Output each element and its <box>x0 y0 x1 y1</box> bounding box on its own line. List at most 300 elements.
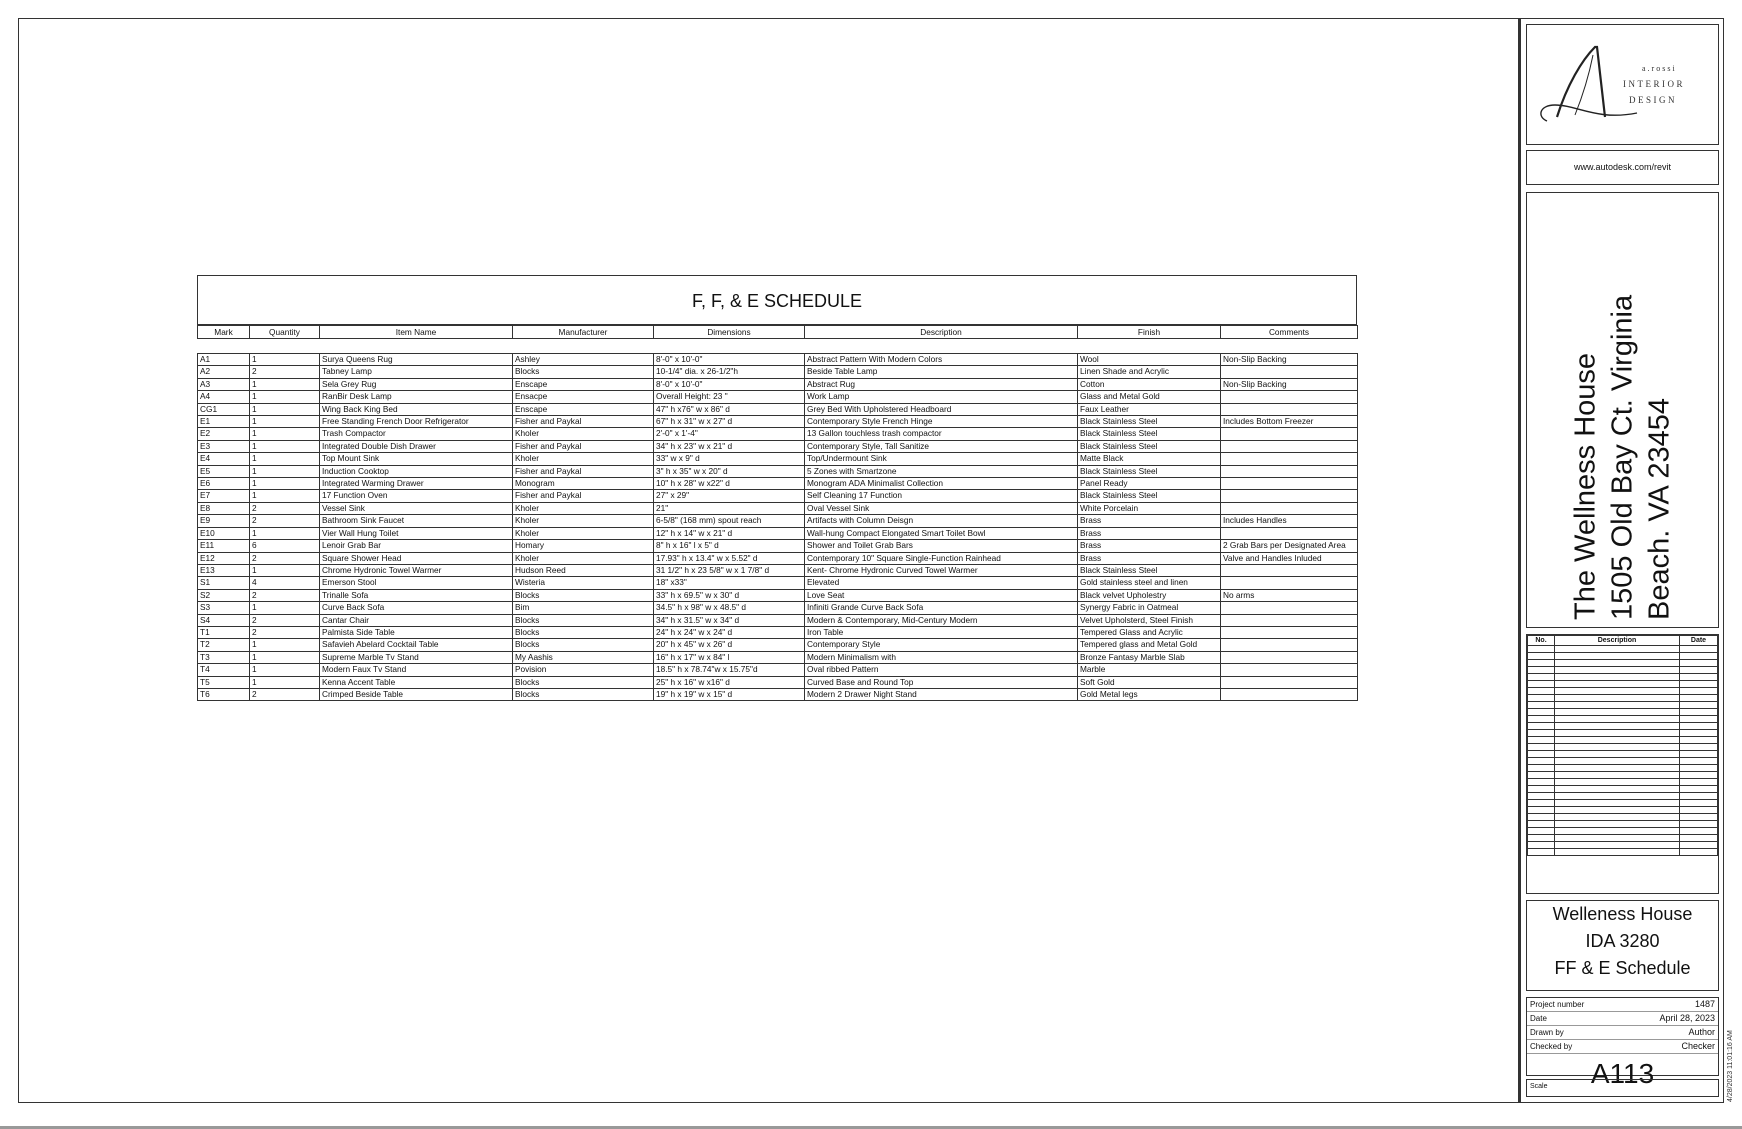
table-cell: T4 <box>198 664 250 676</box>
table-cell: S3 <box>198 602 250 614</box>
table-cell: 1 <box>250 602 320 614</box>
address-line-3: Beach. VA 23454 <box>1643 398 1675 620</box>
revision-row <box>1528 835 1718 842</box>
table-cell <box>1221 403 1358 415</box>
table-cell: Modern Faux Tv Stand <box>320 664 513 676</box>
project-info-box <box>1526 900 1719 991</box>
table-cell: Self Cleaning 17 Function <box>805 490 1078 502</box>
table-cell: Kholer <box>513 552 654 564</box>
table-cell <box>1221 688 1358 700</box>
table-cell: T6 <box>198 688 250 700</box>
column-header: Dimensions <box>654 326 805 339</box>
table-cell: Brass <box>1078 527 1221 539</box>
table-cell <box>1221 577 1358 589</box>
table-cell: Non-Slip Backing <box>1221 378 1358 390</box>
table-cell: Oval ribbed Pattern <box>805 664 1078 676</box>
table-cell <box>1221 391 1358 403</box>
table-cell: Blocks <box>513 589 654 601</box>
table-cell: 1 <box>250 378 320 390</box>
table-cell: T1 <box>198 626 250 638</box>
table-cell: Black velvet Upholestry <box>1078 589 1221 601</box>
table-row <box>198 564 1358 576</box>
table-cell: Kent- Chrome Hydronic Curved Towel Warmer <box>805 564 1078 576</box>
column-header: Manufacturer <box>513 326 654 339</box>
table-cell: 19" h x 19" w x 15" d <box>654 688 805 700</box>
table-cell: 1 <box>250 676 320 688</box>
table-cell: 17.93" h x 13.4" w x 5.52" d <box>654 552 805 564</box>
table-cell: Faux Leather <box>1078 403 1221 415</box>
project-code: IDA 3280 <box>1585 931 1660 951</box>
scale-label: Scale <box>1526 1079 1719 1097</box>
rev-header-description: Description <box>1555 636 1680 646</box>
table-cell: Tempered Glass and Acrylic <box>1078 626 1221 638</box>
revision-row <box>1528 737 1718 744</box>
table-cell: Black Stainless Steel <box>1078 490 1221 502</box>
table-cell: White Porcelain <box>1078 502 1221 514</box>
table-cell: 17 Function Oven <box>320 490 513 502</box>
table-cell: S4 <box>198 614 250 626</box>
column-header: Quantity <box>250 326 320 339</box>
table-cell: Vessel Sink <box>320 502 513 514</box>
table-cell: 2 <box>250 614 320 626</box>
revision-row <box>1528 758 1718 765</box>
table-cell: E10 <box>198 527 250 539</box>
table-cell: Square Shower Head <box>320 552 513 564</box>
ffe-schedule <box>197 275 1357 701</box>
table-cell: Enscape <box>513 378 654 390</box>
table-cell: Infiniti Grande Curve Back Sofa <box>805 602 1078 614</box>
table-cell: 1 <box>250 639 320 651</box>
table-cell: Integrated Warming Drawer <box>320 478 513 490</box>
table-cell: Tempered glass and Metal Gold <box>1078 639 1221 651</box>
revision-row <box>1528 695 1718 702</box>
table-cell: T5 <box>198 676 250 688</box>
meta-drawn-by: Drawn by Author <box>1527 1026 1718 1040</box>
table-cell: Panel Ready <box>1078 478 1221 490</box>
title-block <box>1519 18 1724 1103</box>
table-cell: 1 <box>250 478 320 490</box>
table-cell: Cotton <box>1078 378 1221 390</box>
table-row <box>198 527 1358 539</box>
column-header: Comments <box>1221 326 1358 339</box>
table-cell: 6 <box>250 540 320 552</box>
table-cell: 5 Zones with Smartzone <box>805 465 1078 477</box>
table-cell: Sela Grey Rug <box>320 378 513 390</box>
table-cell: 1 <box>250 527 320 539</box>
table-cell: Trash Compactor <box>320 428 513 440</box>
table-row <box>198 602 1358 614</box>
table-cell: Povision <box>513 664 654 676</box>
table-cell: Modern & Contemporary, Mid-Century Modern <box>805 614 1078 626</box>
table-row <box>198 478 1358 490</box>
table-cell: Wall-hung Compact Elongated Smart Toilet Bowl <box>805 527 1078 539</box>
revision-row <box>1528 849 1718 856</box>
table-cell: E3 <box>198 440 250 452</box>
table-cell: Non-Slip Backing <box>1221 354 1358 366</box>
table-cell: 13 Gallon touchless trash compactor <box>805 428 1078 440</box>
table-cell: 34" h x 23" w x 21" d <box>654 440 805 452</box>
table-cell: E13 <box>198 564 250 576</box>
revision-row <box>1528 674 1718 681</box>
table-cell: Hudson Reed <box>513 564 654 576</box>
table-row <box>198 502 1358 514</box>
table-cell: Fisher and Paykal <box>513 465 654 477</box>
table-cell: Free Standing French Door Refrigerator <box>320 416 513 428</box>
header-spacer-row <box>198 339 1358 354</box>
table-cell: No arms <box>1221 589 1358 601</box>
table-cell: Brass <box>1078 515 1221 527</box>
table-cell: 2 Grab Bars per Designated Area <box>1221 540 1358 552</box>
table-cell <box>1221 502 1358 514</box>
table-row <box>198 552 1358 564</box>
table-cell: 33" w x 9" d <box>654 453 805 465</box>
table-cell: 2 <box>250 589 320 601</box>
table-cell: Black Stainless Steel <box>1078 428 1221 440</box>
meta-project-number: Project number 1487 <box>1527 998 1718 1012</box>
table-cell <box>1221 366 1358 378</box>
table-cell: E2 <box>198 428 250 440</box>
meta-date: Date April 28, 2023 <box>1527 1012 1718 1026</box>
table-cell <box>1221 602 1358 614</box>
table-cell: 10" h x 28" w x22" d <box>654 478 805 490</box>
table-cell: S2 <box>198 589 250 601</box>
table-cell: 1 <box>250 440 320 452</box>
table-cell <box>1221 527 1358 539</box>
revision-row <box>1528 646 1718 653</box>
table-cell: Valve and Handles Inluded <box>1221 552 1358 564</box>
table-cell: 1 <box>250 416 320 428</box>
table-cell: Gold stainless steel and linen <box>1078 577 1221 589</box>
table-cell: Fisher and Paykal <box>513 490 654 502</box>
table-cell: Abstract Rug <box>805 378 1078 390</box>
table-cell: E9 <box>198 515 250 527</box>
table-cell <box>1221 626 1358 638</box>
table-cell: 8" h x 16" l x 5" d <box>654 540 805 552</box>
table-row <box>198 614 1358 626</box>
print-timestamp: 4/28/2023 11:01:16 AM <box>1727 1030 1734 1102</box>
table-row <box>198 403 1358 415</box>
table-cell: Wool <box>1078 354 1221 366</box>
rev-header-no: No. <box>1528 636 1555 646</box>
revision-row <box>1528 667 1718 674</box>
table-cell: Monogram <box>513 478 654 490</box>
table-row <box>198 465 1358 477</box>
table-cell: Top/Undermount Sink <box>805 453 1078 465</box>
table-cell: Contemporary 10" Square Single-Function Rainhead <box>805 552 1078 564</box>
table-cell: E7 <box>198 490 250 502</box>
table-cell: Elevated <box>805 577 1078 589</box>
column-header: Description <box>805 326 1078 339</box>
table-cell: 1 <box>250 564 320 576</box>
table-row <box>198 589 1358 601</box>
table-cell: A4 <box>198 391 250 403</box>
table-cell: Kholer <box>513 428 654 440</box>
table-cell: 1 <box>250 664 320 676</box>
table-cell: 20" h x 45" w x 26" d <box>654 639 805 651</box>
table-cell: T3 <box>198 651 250 663</box>
table-cell: 1 <box>250 428 320 440</box>
table-cell: 3" h x 35" w x 20" d <box>654 465 805 477</box>
table-cell: 2 <box>250 688 320 700</box>
table-cell: Bronze Fantasy Marble Slab <box>1078 651 1221 663</box>
revision-row <box>1528 688 1718 695</box>
table-cell: 34.5" h x 98" w x 48.5" d <box>654 602 805 614</box>
table-cell: A2 <box>198 366 250 378</box>
svg-text:INTERIOR: INTERIOR <box>1623 79 1685 89</box>
table-cell: Grey Bed With Upholstered Headboard <box>805 403 1078 415</box>
table-cell: 2 <box>250 626 320 638</box>
table-row <box>198 378 1358 390</box>
revision-row <box>1528 702 1718 709</box>
table-cell: A1 <box>198 354 250 366</box>
table-row <box>198 515 1358 527</box>
table-cell: Beside Table Lamp <box>805 366 1078 378</box>
table-cell: Iron Table <box>805 626 1078 638</box>
table-cell <box>1221 664 1358 676</box>
revision-row <box>1528 653 1718 660</box>
table-cell: Fisher and Paykal <box>513 416 654 428</box>
firm-url[interactable]: www.autodesk.com/revit <box>1526 150 1719 185</box>
table-cell: 25" h x 16" w x16" d <box>654 676 805 688</box>
table-cell: E4 <box>198 453 250 465</box>
table-row <box>198 577 1358 589</box>
table-cell: 1 <box>250 403 320 415</box>
table-cell: Emerson Stool <box>320 577 513 589</box>
table-cell: Fisher and Paykal <box>513 440 654 452</box>
revision-row <box>1528 821 1718 828</box>
table-cell: Work Lamp <box>805 391 1078 403</box>
table-row <box>198 453 1358 465</box>
table-cell: Contemporary Style <box>805 639 1078 651</box>
table-cell: Blocks <box>513 614 654 626</box>
table-cell: Velvet Upholsterd, Steel Finish <box>1078 614 1221 626</box>
table-cell: 4 <box>250 577 320 589</box>
table-cell: Soft Gold <box>1078 676 1221 688</box>
table-cell: 16" h x 17" w x 84" l <box>654 651 805 663</box>
table-cell: Wisteria <box>513 577 654 589</box>
column-header: Finish <box>1078 326 1221 339</box>
svg-text:DESIGN: DESIGN <box>1629 95 1677 105</box>
table-cell: Black Stainless Steel <box>1078 465 1221 477</box>
table-cell: Abstract Pattern With Modern Colors <box>805 354 1078 366</box>
table-cell: Overall Height: 23 " <box>654 391 805 403</box>
sheet-number: A113 <box>1590 1058 1655 1089</box>
schedule-header-row <box>198 326 1358 339</box>
table-row <box>198 688 1358 700</box>
table-cell: Blocks <box>513 688 654 700</box>
table-cell <box>1221 490 1358 502</box>
table-cell: Crimped Beside Table <box>320 688 513 700</box>
revision-table <box>1527 635 1718 856</box>
table-cell: 2 <box>250 366 320 378</box>
table-row <box>198 391 1358 403</box>
table-row <box>198 540 1358 552</box>
table-cell <box>1221 614 1358 626</box>
table-cell: E1 <box>198 416 250 428</box>
table-cell: Wing Back King Bed <box>320 403 513 415</box>
table-cell: A3 <box>198 378 250 390</box>
table-cell: Gold Metal legs <box>1078 688 1221 700</box>
revision-row <box>1528 793 1718 800</box>
table-cell: Induction Cooktop <box>320 465 513 477</box>
table-cell: 47" h x76" w x 86" d <box>654 403 805 415</box>
table-cell: Includes Handles <box>1221 515 1358 527</box>
table-cell <box>1221 564 1358 576</box>
table-cell <box>1221 428 1358 440</box>
table-cell: Homary <box>513 540 654 552</box>
table-row <box>198 428 1358 440</box>
revision-row <box>1528 786 1718 793</box>
table-cell: Contemporary Style French Hinge <box>805 416 1078 428</box>
table-cell: 2 <box>250 502 320 514</box>
table-cell: Kenna Accent Table <box>320 676 513 688</box>
table-cell <box>1221 676 1358 688</box>
table-cell: 33" h x 69.5" w x 30" d <box>654 589 805 601</box>
table-cell: Surya Queens Rug <box>320 354 513 366</box>
table-cell: 8'-0" x 10'-0" <box>654 378 805 390</box>
table-cell: Linen Shade and Acrylic <box>1078 366 1221 378</box>
table-cell: Modern Minimalism with <box>805 651 1078 663</box>
table-cell: 31 1/2" h x 23 5/8" w x 1 7/8" d <box>654 564 805 576</box>
revision-row <box>1528 723 1718 730</box>
revision-row <box>1528 716 1718 723</box>
table-cell: 2'-0" x 1'-4" <box>654 428 805 440</box>
revision-row <box>1528 660 1718 667</box>
table-cell: Love Seat <box>805 589 1078 601</box>
table-cell: E11 <box>198 540 250 552</box>
meta-checked-by: Checked by Checker <box>1527 1040 1718 1054</box>
table-cell: 18" x33" <box>654 577 805 589</box>
table-cell: 34" h x 31.5" w x 34" d <box>654 614 805 626</box>
revision-row <box>1528 681 1718 688</box>
table-cell: 1 <box>250 453 320 465</box>
revision-row <box>1528 744 1718 751</box>
table-row <box>198 676 1358 688</box>
table-cell: Contemporary Style, Tall Sanitize <box>805 440 1078 452</box>
rev-header-date: Date <box>1680 636 1718 646</box>
table-row <box>198 366 1358 378</box>
table-cell: CG1 <box>198 403 250 415</box>
table-cell: 67" h x 31" w x 27" d <box>654 416 805 428</box>
table-cell: 21" <box>654 502 805 514</box>
table-cell: Blocks <box>513 626 654 638</box>
table-cell: Modern 2 Drawer Night Stand <box>805 688 1078 700</box>
table-cell: 18.5" h x 78.74"w x 15.75"d <box>654 664 805 676</box>
table-cell: 24" h x 24" w x 24" d <box>654 626 805 638</box>
table-cell: E5 <box>198 465 250 477</box>
table-cell: Glass and Metal Gold <box>1078 391 1221 403</box>
table-cell: Blocks <box>513 366 654 378</box>
table-cell: Monogram ADA Minimalist Collection <box>805 478 1078 490</box>
revision-row <box>1528 730 1718 737</box>
table-cell: Cantar Chair <box>320 614 513 626</box>
table-cell <box>1221 440 1358 452</box>
revision-row <box>1528 842 1718 849</box>
table-cell: Kholer <box>513 527 654 539</box>
table-cell: Blocks <box>513 639 654 651</box>
table-cell: Black Stainless Steel <box>1078 564 1221 576</box>
schedule-table <box>197 325 1358 701</box>
table-cell: Black Stainless Steel <box>1078 440 1221 452</box>
table-cell: Bathroom Sink Faucet <box>320 515 513 527</box>
table-cell: Integrated Double Dish Drawer <box>320 440 513 452</box>
table-cell: Shower and Toilet Grab Bars <box>805 540 1078 552</box>
revision-row <box>1528 772 1718 779</box>
revision-rows <box>1528 646 1718 856</box>
table-cell: 1 <box>250 354 320 366</box>
table-row <box>198 626 1358 638</box>
table-cell: 27" x 29" <box>654 490 805 502</box>
table-cell <box>1221 651 1358 663</box>
table-cell: 1 <box>250 391 320 403</box>
table-cell: My Aashis <box>513 651 654 663</box>
table-cell: Curved Base and Round Top <box>805 676 1078 688</box>
table-cell: Top Mount Sink <box>320 453 513 465</box>
table-cell: Trinalle Sofa <box>320 589 513 601</box>
table-row <box>198 440 1358 452</box>
revision-row <box>1528 709 1718 716</box>
revision-row <box>1528 779 1718 786</box>
svg-text:a.rossi: a.rossi <box>1642 64 1677 73</box>
table-cell: Enscape <box>513 403 654 415</box>
project-address <box>1567 200 1678 620</box>
table-cell: Ashley <box>513 354 654 366</box>
project-name: Welleness House <box>1552 904 1693 924</box>
table-cell <box>1221 639 1358 651</box>
table-cell: Brass <box>1078 552 1221 564</box>
column-header: Mark <box>198 326 250 339</box>
revision-row <box>1528 828 1718 835</box>
table-cell: E6 <box>198 478 250 490</box>
table-cell: 1 <box>250 651 320 663</box>
table-row <box>198 664 1358 676</box>
table-cell: Matte Black <box>1078 453 1221 465</box>
table-cell: Artifacts with Column Deisgn <box>805 515 1078 527</box>
table-cell: 1 <box>250 465 320 477</box>
table-cell: Chrome Hydronic Towel Warmer <box>320 564 513 576</box>
revision-row <box>1528 751 1718 758</box>
address-line-2: 1505 Old Bay Ct. Virginia <box>1606 294 1638 620</box>
revision-row <box>1528 814 1718 821</box>
table-cell: T2 <box>198 639 250 651</box>
firm-logo-box <box>1526 24 1719 145</box>
table-row <box>198 490 1358 502</box>
table-cell: S1 <box>198 577 250 589</box>
table-cell: Bim <box>513 602 654 614</box>
table-row <box>198 639 1358 651</box>
table-cell: 12" h x 14" w x 21" d <box>654 527 805 539</box>
table-cell: Marble <box>1078 664 1221 676</box>
table-row <box>198 354 1358 366</box>
sheet-title: FF & E Schedule <box>1554 958 1691 978</box>
revision-row <box>1528 765 1718 772</box>
revision-row <box>1528 807 1718 814</box>
table-cell: Kholer <box>513 453 654 465</box>
table-cell: Palmista Side Table <box>320 626 513 638</box>
table-cell: RanBir Desk Lamp <box>320 391 513 403</box>
table-cell: Safavieh Abelard Cocktail Table <box>320 639 513 651</box>
table-cell: 2 <box>250 552 320 564</box>
table-cell: Blocks <box>513 676 654 688</box>
table-cell: Vier Wall Hung Toilet <box>320 527 513 539</box>
table-cell: Black Stainless Steel <box>1078 416 1221 428</box>
table-row <box>198 651 1358 663</box>
table-row <box>198 416 1358 428</box>
table-cell <box>1221 478 1358 490</box>
table-cell: E12 <box>198 552 250 564</box>
table-cell: 6-5/8" (168 mm) spout reach <box>654 515 805 527</box>
table-cell: Synergy Fabric in Oatmeal <box>1078 602 1221 614</box>
